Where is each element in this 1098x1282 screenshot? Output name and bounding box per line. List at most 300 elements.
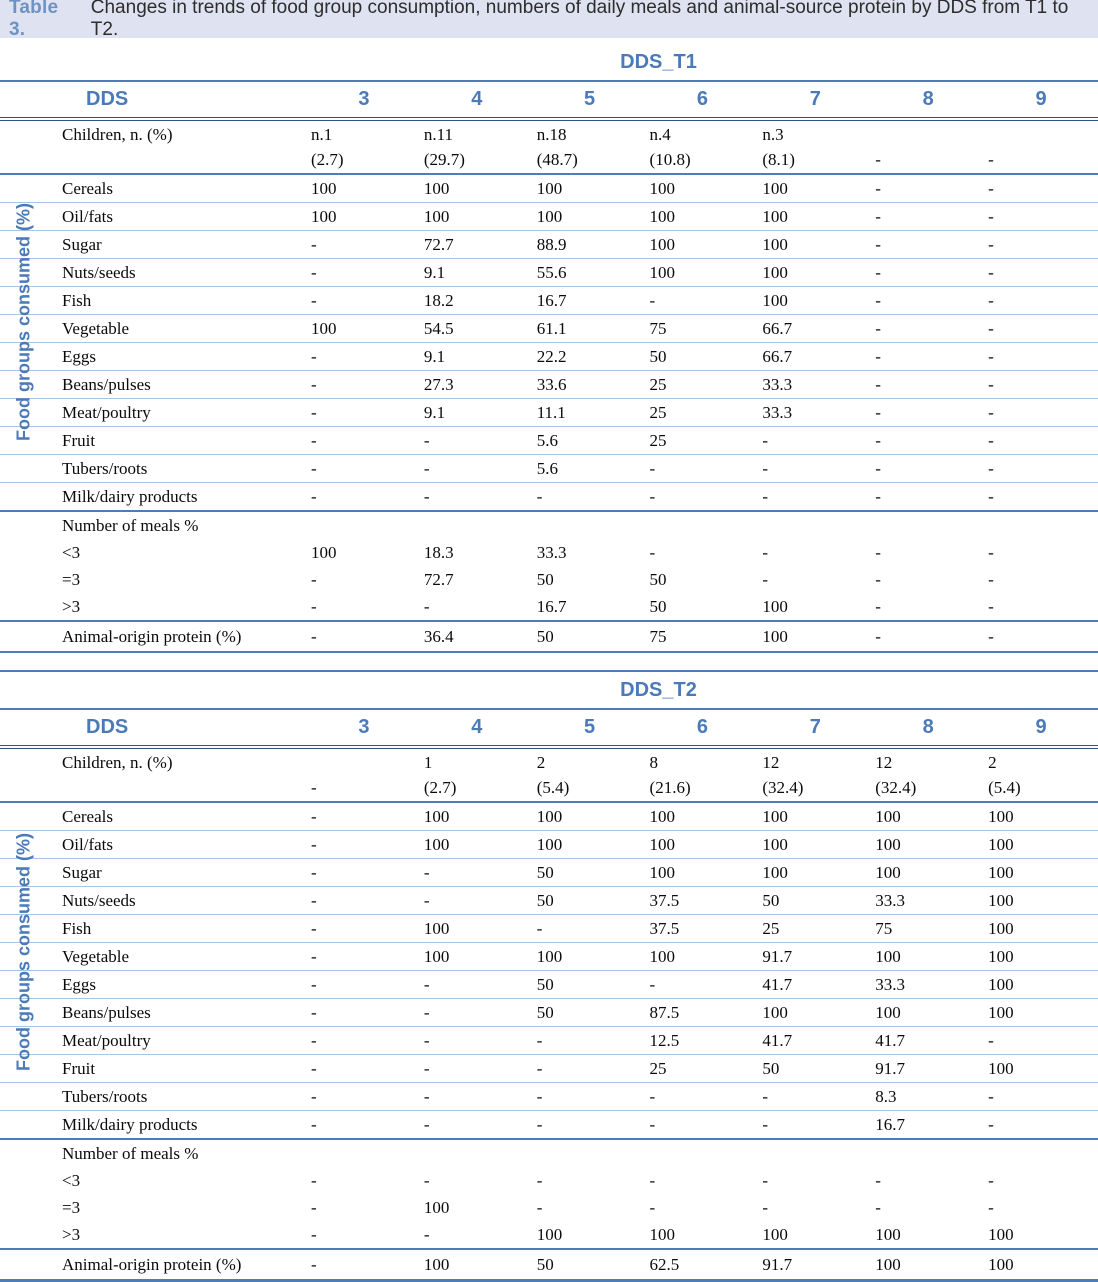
value-cell: -: [308, 1249, 421, 1281]
dds-t1-grid: [0, 44, 1098, 653]
animal-protein-row: [0, 1249, 1098, 1281]
value-cell: 33.3: [536, 542, 567, 562]
value-cell: -: [308, 621, 421, 652]
value-cell: -: [308, 971, 421, 999]
value-cell: 100: [536, 178, 563, 198]
row-label: Nuts/seeds: [0, 259, 308, 287]
value-cell: 100: [872, 943, 985, 971]
row-label: Cereals: [62, 806, 113, 826]
value-cell: 100: [759, 287, 872, 315]
value-cell: -: [988, 596, 994, 616]
value-cell: -: [762, 569, 769, 589]
value-cell: -: [534, 915, 647, 943]
food-group-row: [0, 1083, 1098, 1111]
value-cell: 100: [534, 943, 647, 971]
value-cell: -: [421, 483, 534, 512]
value-cell: -: [872, 259, 985, 287]
value-cell: 100: [759, 621, 872, 652]
food-group-row: [0, 399, 1098, 427]
value-cell: 8.3: [872, 1083, 985, 1111]
children-row-label: Children, n. (%): [62, 753, 173, 772]
value-cell: 100: [988, 806, 1014, 826]
value-cell: -: [988, 1170, 994, 1190]
value-cell: -: [308, 1027, 421, 1055]
value-cell: -: [308, 259, 421, 287]
row-label: Beans/pulses: [0, 371, 308, 399]
empty-cell: [534, 1139, 647, 1167]
value-cell: 9.1: [421, 259, 534, 287]
value-cell: 50: [534, 621, 647, 652]
food-group-row: [0, 859, 1098, 887]
value-cell: -: [534, 483, 647, 512]
food-group-row: [0, 887, 1098, 915]
value-cell: 16.7: [872, 1111, 985, 1140]
row-label: Fish: [0, 287, 308, 315]
value-cell: -: [875, 596, 881, 616]
value-cell: 5.6: [534, 427, 647, 455]
section-header-row: [0, 671, 1098, 709]
value-cell: 88.9: [534, 231, 647, 259]
row-label: Tubers/roots: [0, 1083, 308, 1111]
row-label: <3: [62, 1170, 81, 1190]
value-cell: 100: [647, 231, 760, 259]
row-label: Number of meals %: [0, 1139, 308, 1167]
value-cell: 100: [985, 859, 1098, 887]
row-label: Fruit: [0, 1055, 308, 1083]
value-cell: -: [985, 455, 1098, 483]
row-label: Tubers/roots: [0, 455, 308, 483]
value-cell: -: [985, 287, 1098, 315]
value-cell: -: [308, 483, 421, 512]
value-cell: 50: [649, 569, 667, 589]
children-count-cell: 8 (21.6): [647, 747, 760, 802]
side-label-food-groups: Food groups consumed (%): [13, 833, 34, 1071]
food-group-row: [0, 1111, 1098, 1140]
value-cell: 100: [985, 971, 1098, 999]
value-cell: 54.5: [421, 315, 534, 343]
value-cell: -: [985, 399, 1098, 427]
value-cell: 100: [647, 203, 760, 231]
value-cell: -: [985, 1083, 1098, 1111]
value-cell: 27.3: [421, 371, 534, 399]
column-header: 8: [872, 81, 985, 119]
food-group-row: [0, 427, 1098, 455]
value-cell: 100: [647, 259, 760, 287]
meal-count-row: [0, 566, 1098, 593]
value-cell: 100: [647, 943, 760, 971]
value-cell: -: [985, 371, 1098, 399]
value-cell: -: [759, 427, 872, 455]
value-cell: -: [872, 371, 985, 399]
empty-cell: [534, 511, 647, 539]
value-cell: -: [872, 399, 985, 427]
value-cell: -: [311, 1170, 317, 1190]
row-label: Beans/pulses: [0, 999, 308, 1027]
value-cell: 100: [536, 806, 563, 826]
value-cell: 9.1: [421, 343, 534, 371]
empty-cell: [985, 511, 1098, 539]
value-cell: -: [762, 1197, 769, 1217]
value-cell: -: [985, 259, 1098, 287]
food-group-row: [0, 371, 1098, 399]
value-cell: -: [308, 455, 421, 483]
value-cell: -: [875, 1197, 881, 1217]
value-cell: 100: [762, 596, 788, 616]
children-count-row: [0, 119, 1098, 174]
value-cell: -: [647, 455, 760, 483]
value-cell: -: [985, 483, 1098, 512]
value-cell: 100: [649, 178, 676, 198]
empty-cell: [647, 1139, 760, 1167]
dds-t1-caption: DDS_T1: [0, 44, 1098, 81]
value-cell: -: [308, 999, 421, 1027]
value-cell: 12.5: [647, 1027, 760, 1055]
value-cell: 50: [647, 343, 760, 371]
value-cell: 100: [311, 178, 337, 198]
value-cell: 100: [985, 1249, 1098, 1281]
value-cell: -: [308, 915, 421, 943]
table-title-bar: [0, 0, 1098, 38]
value-cell: -: [421, 887, 534, 915]
value-cell: 100: [421, 915, 534, 943]
food-group-row: [0, 915, 1098, 943]
row-label: Animal-origin protein (%): [0, 621, 308, 652]
value-cell: 91.7: [759, 1249, 872, 1281]
value-cell: -: [988, 569, 994, 589]
value-cell: 100: [759, 231, 872, 259]
empty-cell: [647, 511, 760, 539]
column-header: 8: [872, 709, 985, 747]
value-cell: -: [985, 621, 1098, 652]
value-cell: 100: [534, 831, 647, 859]
value-cell: -: [308, 287, 421, 315]
value-cell: 100: [308, 315, 421, 343]
row-label: =3: [62, 569, 81, 589]
value-cell: 100: [872, 859, 985, 887]
food-group-row: [0, 802, 1098, 831]
value-cell: -: [875, 569, 881, 589]
children-count-cell: 2 (5.4): [985, 747, 1098, 802]
food-group-row: [0, 1055, 1098, 1083]
column-header-row: [0, 709, 1098, 747]
value-cell: -: [311, 1197, 317, 1217]
value-cell: 91.7: [759, 943, 872, 971]
value-cell: -: [421, 999, 534, 1027]
value-cell: -: [421, 455, 534, 483]
value-cell: -: [421, 971, 534, 999]
row-label: Sugar: [0, 859, 308, 887]
value-cell: -: [988, 178, 994, 198]
value-cell: 41.7: [872, 1027, 985, 1055]
dds-header-label: DDS: [0, 709, 308, 747]
value-cell: 100: [311, 542, 337, 562]
dds-t2-grid: [0, 670, 1098, 1282]
value-cell: 55.6: [534, 259, 647, 287]
value-cell: 16.7: [536, 596, 567, 616]
value-cell: -: [762, 542, 769, 562]
value-cell: -: [988, 1197, 994, 1217]
value-cell: -: [985, 1027, 1098, 1055]
value-cell: 100: [759, 259, 872, 287]
value-cell: -: [988, 542, 994, 562]
value-cell: 36.4: [421, 621, 534, 652]
value-cell: -: [647, 1111, 760, 1140]
value-cell: -: [647, 971, 760, 999]
value-cell: 100: [534, 203, 647, 231]
food-group-row: [0, 259, 1098, 287]
value-cell: -: [759, 455, 872, 483]
value-cell: 100: [762, 1224, 788, 1244]
meals-header-row: [0, 511, 1098, 539]
value-cell: 100: [308, 203, 421, 231]
value-cell: 100: [647, 831, 760, 859]
value-cell: 50: [534, 1249, 647, 1281]
value-cell: 50: [759, 1055, 872, 1083]
row-label: [0, 119, 308, 174]
food-group-row: [0, 343, 1098, 371]
value-cell: -: [985, 1111, 1098, 1140]
value-cell: 37.5: [647, 915, 760, 943]
value-cell: 22.2: [534, 343, 647, 371]
value-cell: -: [308, 427, 421, 455]
children-count-cell: 12 (32.4): [759, 747, 872, 802]
value-cell: -: [421, 1111, 534, 1140]
value-cell: -: [421, 1027, 534, 1055]
value-cell: 41.7: [759, 971, 872, 999]
value-cell: 50: [759, 887, 872, 915]
row-label: Milk/dairy products: [0, 483, 308, 512]
value-cell: -: [872, 455, 985, 483]
value-cell: 100: [985, 831, 1098, 859]
meals-header-row: [0, 1139, 1098, 1167]
empty-cell: [759, 1139, 872, 1167]
value-cell: 75: [647, 621, 760, 652]
value-cell: 100: [759, 203, 872, 231]
value-cell: 100: [985, 1055, 1098, 1083]
value-cell: 33.3: [759, 399, 872, 427]
value-cell: -: [872, 203, 985, 231]
value-cell: 50: [534, 999, 647, 1027]
value-cell: -: [536, 1170, 543, 1190]
food-group-row: [0, 1027, 1098, 1055]
value-cell: -: [308, 371, 421, 399]
value-cell: -: [308, 943, 421, 971]
column-header: 4: [421, 81, 534, 119]
value-cell: 100: [649, 1224, 676, 1244]
row-label: Milk/dairy products: [0, 1111, 308, 1140]
value-cell: 100: [421, 943, 534, 971]
value-cell: 33.3: [872, 971, 985, 999]
value-cell: -: [872, 231, 985, 259]
food-group-row: [0, 971, 1098, 999]
value-cell: -: [649, 542, 656, 562]
row-label: Cereals: [62, 178, 113, 198]
empty-cell: [421, 1139, 534, 1167]
section-header-row: [0, 44, 1098, 81]
value-cell: 100: [985, 943, 1098, 971]
value-cell: 100: [759, 999, 872, 1027]
value-cell: 75: [872, 915, 985, 943]
column-header: 4: [421, 709, 534, 747]
value-cell: -: [308, 399, 421, 427]
value-cell: 66.7: [759, 315, 872, 343]
row-label: Animal-origin protein (%): [0, 1249, 308, 1281]
column-header-row: [0, 81, 1098, 119]
value-cell: 100: [649, 806, 676, 826]
value-cell: -: [647, 1083, 760, 1111]
column-header: 3: [308, 709, 421, 747]
value-cell: 50: [534, 859, 647, 887]
value-cell: 33.3: [759, 371, 872, 399]
animal-protein-row: [0, 621, 1098, 652]
value-cell: 11.1: [534, 399, 647, 427]
value-cell: 100: [872, 999, 985, 1027]
value-cell: 50: [536, 569, 554, 589]
empty-cell: [985, 1139, 1098, 1167]
value-cell: -: [534, 1055, 647, 1083]
row-label: Fish: [0, 915, 308, 943]
children-count-cell: 12 (32.4): [872, 747, 985, 802]
value-cell: -: [421, 1083, 534, 1111]
value-cell: -: [308, 887, 421, 915]
value-cell: 25: [647, 1055, 760, 1083]
value-cell: 100: [875, 806, 901, 826]
food-group-row: [0, 483, 1098, 512]
meal-count-row: [0, 539, 1098, 566]
meal-count-row: [0, 1194, 1098, 1221]
value-cell: -: [759, 483, 872, 512]
value-cell: 100: [423, 1197, 450, 1217]
children-count-cell: -: [308, 747, 421, 802]
value-cell: 16.7: [534, 287, 647, 315]
value-cell: 100: [988, 1224, 1014, 1244]
value-cell: -: [421, 1055, 534, 1083]
children-count-cell: 2 (5.4): [534, 747, 647, 802]
column-header: 9: [985, 81, 1098, 119]
value-cell: -: [649, 1170, 656, 1190]
value-cell: -: [423, 596, 430, 616]
value-cell: -: [872, 483, 985, 512]
value-cell: -: [875, 178, 881, 198]
children-count-cell: -: [872, 119, 985, 174]
row-label: [0, 747, 308, 802]
empty-cell: [759, 511, 872, 539]
value-cell: -: [423, 1170, 430, 1190]
table-caption-text: Changes in trends of food group consumption, numbers of daily meals and animal-source protein by DDS from T1 to T2.: [90, 0, 1069, 40]
value-cell: -: [421, 427, 534, 455]
value-cell: -: [759, 1083, 872, 1111]
column-header: 6: [647, 709, 760, 747]
value-cell: -: [308, 1111, 421, 1140]
value-cell: 100: [872, 1249, 985, 1281]
value-cell: -: [308, 1083, 421, 1111]
value-cell: -: [647, 483, 760, 512]
value-cell: 5.6: [534, 455, 647, 483]
value-cell: 100: [762, 806, 788, 826]
table-number: Table 3.: [9, 0, 59, 40]
value-cell: 25: [647, 427, 760, 455]
column-header: 5: [534, 709, 647, 747]
value-cell: -: [985, 315, 1098, 343]
row-label: Number of meals %: [0, 511, 308, 539]
value-cell: 50: [534, 971, 647, 999]
empty-cell: [421, 511, 534, 539]
value-cell: -: [534, 1111, 647, 1140]
value-cell: -: [872, 315, 985, 343]
value-cell: 100: [421, 831, 534, 859]
value-cell: -: [534, 1027, 647, 1055]
row-label: Oil/fats: [0, 831, 308, 859]
row-label: Eggs: [0, 971, 308, 999]
children-count-cell: n.4 (10.8): [647, 119, 760, 174]
food-group-row: [0, 203, 1098, 231]
value-cell: -: [762, 1170, 769, 1190]
value-cell: 61.1: [534, 315, 647, 343]
food-group-row: [0, 455, 1098, 483]
value-cell: 100: [423, 806, 450, 826]
food-group-row: [0, 943, 1098, 971]
value-cell: 72.7: [421, 231, 534, 259]
empty-cell: [308, 511, 421, 539]
value-cell: -: [534, 1083, 647, 1111]
value-cell: 100: [875, 1224, 901, 1244]
value-cell: -: [311, 806, 317, 826]
value-cell: 50: [534, 887, 647, 915]
value-cell: 25: [647, 371, 760, 399]
value-cell: 37.5: [647, 887, 760, 915]
value-cell: 100: [759, 859, 872, 887]
value-cell: 87.5: [647, 999, 760, 1027]
value-cell: 100: [872, 831, 985, 859]
row-label: Vegetable: [0, 943, 308, 971]
row-label: Fruit: [0, 427, 308, 455]
column-header: 9: [985, 709, 1098, 747]
meal-count-row: [0, 1167, 1098, 1194]
meal-count-row: [0, 593, 1098, 621]
row-label: Meat/poultry: [0, 399, 308, 427]
row-label: >3: [62, 1224, 81, 1244]
value-cell: -: [308, 231, 421, 259]
children-count-row: [0, 747, 1098, 802]
children-count-cell: 1 (2.7): [421, 747, 534, 802]
column-header: 3: [308, 81, 421, 119]
children-count-cell: -: [985, 119, 1098, 174]
value-cell: -: [308, 859, 421, 887]
dds-t2-table: [0, 670, 1098, 1282]
value-cell: 100: [985, 915, 1098, 943]
value-cell: -: [308, 1055, 421, 1083]
value-cell: -: [875, 542, 881, 562]
food-group-row: [0, 231, 1098, 259]
children-count-cell: n.1 (2.7): [308, 119, 421, 174]
value-cell: 18.3: [423, 542, 454, 562]
value-cell: -: [875, 1170, 881, 1190]
value-cell: -: [647, 287, 760, 315]
value-cell: -: [311, 1224, 317, 1244]
value-cell: 33.6: [534, 371, 647, 399]
empty-cell: [872, 511, 985, 539]
row-label: Nuts/seeds: [0, 887, 308, 915]
value-cell: -: [649, 1197, 656, 1217]
row-label: =3: [62, 1197, 81, 1217]
value-cell: -: [985, 231, 1098, 259]
row-label: <3: [62, 542, 81, 562]
value-cell: 100: [421, 1249, 534, 1281]
value-cell: -: [536, 1197, 543, 1217]
food-group-row: [0, 831, 1098, 859]
row-label: Meat/poultry: [0, 1027, 308, 1055]
column-header: 7: [759, 709, 872, 747]
